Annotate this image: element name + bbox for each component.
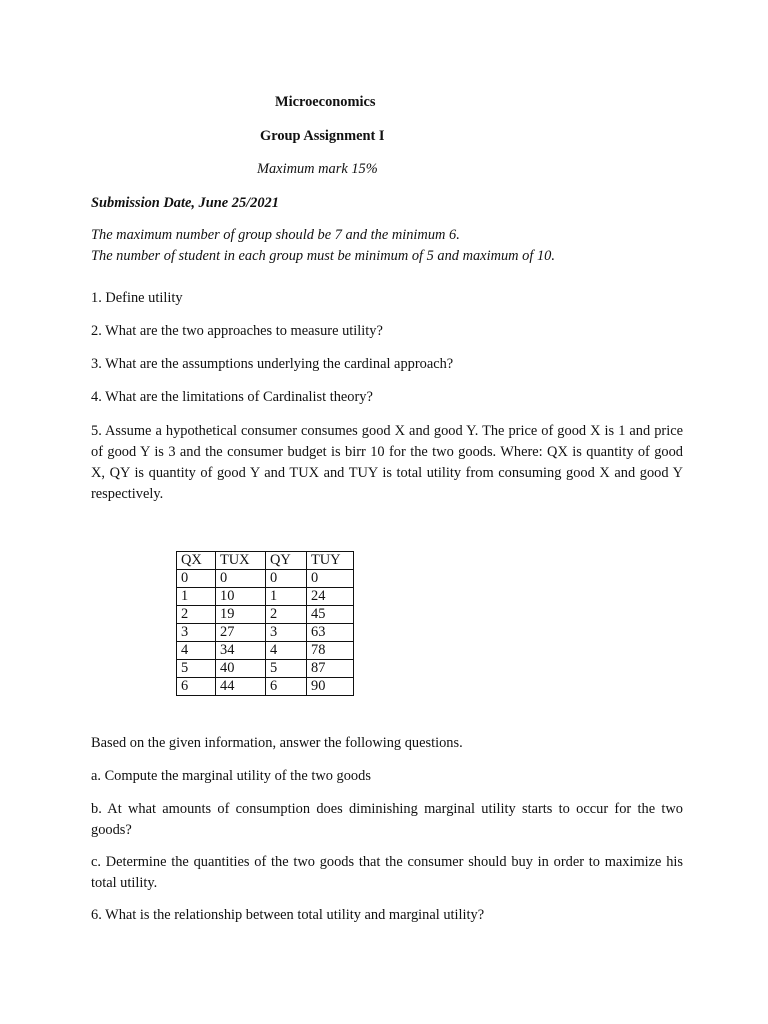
- question-3: 3. What are the assumptions underlying the cardinal approach?: [91, 356, 454, 372]
- table-header-row: [177, 552, 354, 570]
- question-1: 1. Define utility: [91, 290, 183, 306]
- cell-tux: 19: [216, 606, 266, 624]
- cell-qx: 6: [177, 678, 216, 696]
- table-row: [177, 678, 354, 696]
- cell-tux: 27: [216, 624, 266, 642]
- cell-tuy: 87: [307, 660, 354, 678]
- cell-tuy: 24: [307, 588, 354, 606]
- table-row: [177, 570, 354, 588]
- cell-tux: 40: [216, 660, 266, 678]
- header-qy: QY: [266, 552, 307, 570]
- question-5: 5. Assume a hypothetical consumer consumes good X and good Y. The price of good X is 1 and price of good Y is 3 and the consumer budget is birr 10 for the two goods. Where: QX is quantity of good X, QY is quantity of good Y and TUX and TUY is total utility from consuming good X and good Y respectively.: [91, 423, 683, 502]
- cell-tuy: 78: [307, 642, 354, 660]
- utility-table: [176, 551, 354, 696]
- cell-tuy: 90: [307, 678, 354, 696]
- cell-qx: 2: [177, 606, 216, 624]
- instruction-based-on: Based on the given information, answer the following questions.: [91, 735, 463, 751]
- table-row: [177, 588, 354, 606]
- cell-qy: 3: [266, 624, 307, 642]
- header-qx: QX: [177, 552, 216, 570]
- cell-tux: 10: [216, 588, 266, 606]
- header-tux: TUX: [216, 552, 266, 570]
- cell-qx: 0: [177, 570, 216, 588]
- cell-tuy: 45: [307, 606, 354, 624]
- course-title: Microeconomics: [275, 94, 376, 110]
- cell-qy: 0: [266, 570, 307, 588]
- question-6: 6. What is the relationship between total utility and marginal utility?: [91, 907, 485, 923]
- table-row: [177, 624, 354, 642]
- cell-tux: 44: [216, 678, 266, 696]
- cell-qy: 4: [266, 642, 307, 660]
- student-count-instruction: The number of student in each group must be minimum of 5 and maximum of 10.: [91, 248, 555, 264]
- cell-qy: 2: [266, 606, 307, 624]
- group-size-instruction: The maximum number of group should be 7 and the minimum 6.: [91, 227, 460, 243]
- question-2: 2. What are the two approaches to measure utility?: [91, 323, 383, 339]
- question-5c: c. Determine the quantities of the two goods that the consumer should buy in order to maximize his total utility.: [91, 854, 683, 891]
- cell-tuy: 0: [307, 570, 354, 588]
- cell-qy: 5: [266, 660, 307, 678]
- question-4: 4. What are the limitations of Cardinalist theory?: [91, 389, 373, 405]
- question-5a: a. Compute the marginal utility of the two goods: [91, 768, 371, 784]
- cell-qy: 6: [266, 678, 307, 696]
- cell-qx: 1: [177, 588, 216, 606]
- max-mark: Maximum mark 15%: [257, 161, 378, 177]
- header-tuy: TUY: [307, 552, 354, 570]
- assignment-title: Group Assignment I: [260, 128, 385, 144]
- cell-qy: 1: [266, 588, 307, 606]
- cell-tuy: 63: [307, 624, 354, 642]
- cell-qx: 4: [177, 642, 216, 660]
- cell-qx: 5: [177, 660, 216, 678]
- table-row: [177, 606, 354, 624]
- question-5b: b. At what amounts of consumption does diminishing marginal utility starts to occur for the two goods?: [91, 801, 683, 838]
- submission-date: Submission Date, June 25/2021: [91, 195, 279, 211]
- cell-tux: 0: [216, 570, 266, 588]
- cell-tux: 34: [216, 642, 266, 660]
- table-row: [177, 642, 354, 660]
- cell-qx: 3: [177, 624, 216, 642]
- table-row: [177, 660, 354, 678]
